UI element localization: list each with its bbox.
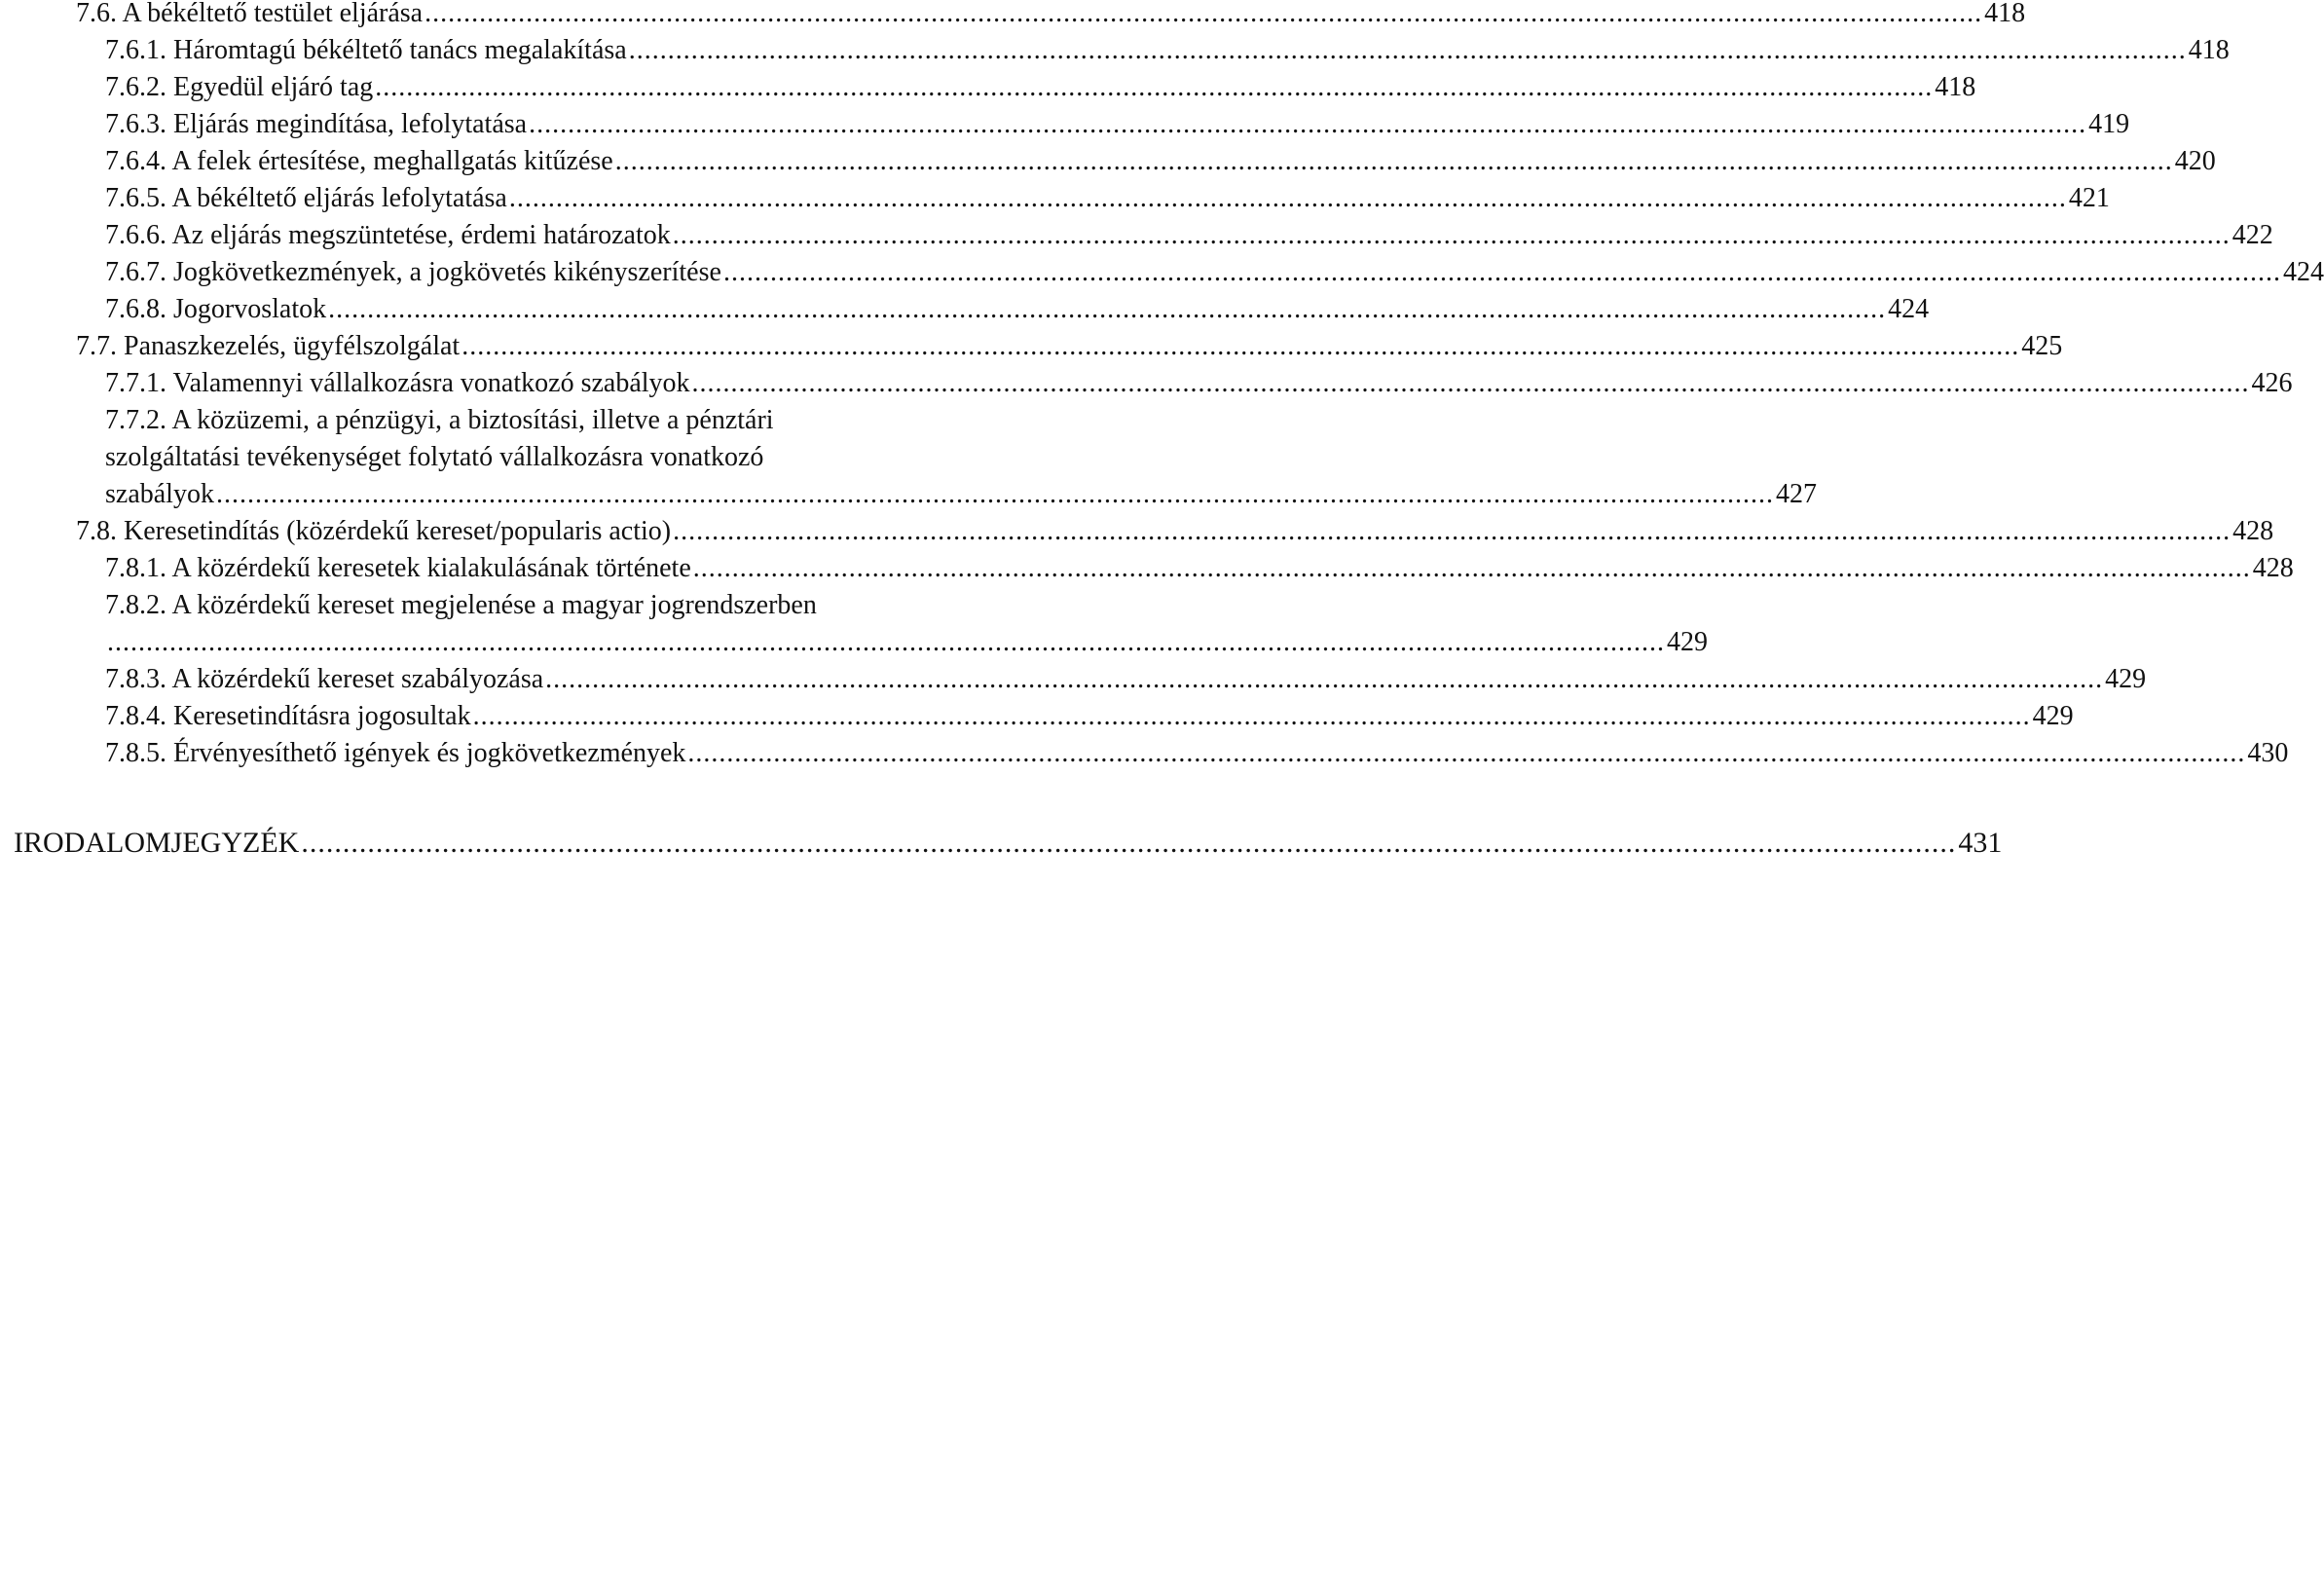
toc-entry-title: szabályok (105, 479, 214, 509)
toc-entry-title: 7.6.6. Az eljárás megszüntetése, érdemi határozatok (105, 220, 671, 250)
dot-leader: ........................................................................................................................................................................................................ (107, 627, 1665, 657)
toc-entry-title-line: 7.8.2. A közérdekű kereset megjelenése a magyar jogrendszerben (105, 590, 817, 620)
toc-entry-title: 7.6.5. A békéltető eljárás lefolytatása (105, 183, 507, 213)
dot-leader: ........................................................................................................................................................................................................ (328, 294, 1887, 324)
dot-leader: ........................................................................................................................................................................................................ (545, 664, 2104, 694)
toc-entry-page: 424 (2282, 257, 2324, 287)
dot-leader: ........................................................................................................................................................................................................ (301, 827, 1957, 859)
dot-leader: ........................................................................................................................................................................................................ (375, 72, 1934, 102)
toc-entry-page: 418 (1984, 0, 2026, 28)
dot-leader: ........................................................................................................................................................................................................ (691, 368, 2250, 398)
toc-entry-title: 7.8. Keresetindítás (közérdekű kereset/popularis actio) (76, 516, 672, 546)
toc-entry (105, 216, 2273, 255)
toc-entry-title: 7.6.3. Eljárás megindítása, lefolytatása (105, 109, 528, 139)
toc-entry (105, 142, 2216, 181)
dot-leader: ........................................................................................................................................................................................................ (722, 257, 2281, 287)
toc-entry-title: 7.6.1. Háromtagú békéltető tanács megalakítása (105, 35, 627, 65)
toc-entry-title: 7.7.1. Valamennyi vállalkozásra vonatkozó szabályok (105, 368, 690, 398)
toc-entry-page: 425 (2021, 331, 2063, 361)
dot-leader: ........................................................................................................................................................................................................ (614, 146, 2173, 176)
toc-entry-page: 418 (2188, 35, 2230, 65)
toc-entry (105, 105, 2130, 144)
dot-leader: ........................................................................................................................................................................................................ (529, 109, 2087, 139)
toc-entry-page: 424 (1888, 294, 1930, 324)
toc-entry (105, 68, 1976, 107)
toc-entry (105, 734, 2289, 773)
toc-entry-title-line: szolgáltatási tevékenységet folytató vállalkozásra vonatkozó (105, 442, 764, 472)
toc-entry-page: 427 (1775, 479, 1817, 509)
dot-leader: ........................................................................................................................................................................................................ (461, 331, 2020, 361)
toc-entry (105, 179, 2110, 218)
dot-leader: ........................................................................................................................................................................................................ (472, 701, 2031, 731)
toc-entry (76, 512, 2274, 551)
toc-entry-page: 428 (2252, 553, 2294, 583)
dot-leader: ........................................................................................................................................................................................................ (672, 220, 2231, 250)
dot-leader: ........................................................................................................................................................................................................ (628, 35, 2187, 65)
dot-leader: ........................................................................................................................................................................................................ (215, 479, 1774, 509)
toc-entry-title: 7.8.1. A közérdekű keresetek kialakulásának története (105, 553, 691, 583)
bibliography-page: 431 (1958, 827, 2003, 859)
toc-entry (105, 31, 2230, 70)
toc-entry-bibliography (14, 824, 2003, 863)
dot-leader: ........................................................................................................................................................................................................ (508, 183, 2067, 213)
toc-entry (105, 549, 2294, 588)
toc-entry (105, 475, 1817, 514)
bibliography-title: IRODALOMJEGYZÉK (14, 827, 300, 859)
toc-entry-title: 7.6.4. A felek értesítése, meghallgatás kitűzése (105, 146, 613, 176)
toc-entry-title: 7.6.2. Egyedül eljáró tag (105, 72, 374, 102)
toc-entry-page: 428 (2232, 516, 2274, 546)
toc-entry-page: 419 (2088, 109, 2130, 139)
toc-entry (76, 0, 2026, 33)
toc-entry-title-line: 7.7.2. A közüzemi, a pénzügyi, a biztosítási, illetve a pénztári (105, 405, 774, 435)
toc-entry-page: 420 (2174, 146, 2216, 176)
toc-entry (105, 623, 1708, 662)
dot-leader: ........................................................................................................................................................................................................ (424, 0, 1983, 28)
toc-entry (105, 364, 2293, 403)
toc-entry-page: 426 (2251, 368, 2293, 398)
toc-entry-page: 418 (1935, 72, 1976, 102)
toc-entry (76, 327, 2063, 366)
dot-leader: ........................................................................................................................................................................................................ (692, 553, 2251, 583)
toc-entry-title: 7.6. A békéltető testület eljárása (76, 0, 424, 28)
toc-entry-title: 7.7. Panaszkezelés, ügyfélszolgálat (76, 331, 461, 361)
toc-entry-title: 7.8.5. Érvényesíthető igények és jogkövetkezmények (105, 738, 686, 768)
toc-entry-title: 7.8.4. Keresetindításra jogosultak (105, 701, 471, 731)
dot-leader: ........................................................................................................................................................................................................ (687, 738, 2246, 768)
toc-entry-title: 7.8.3. A közérdekű kereset szabályozása (105, 664, 544, 694)
toc-entry-page: 429 (1667, 627, 1708, 657)
toc-entry-title: 7.6.8. Jogorvoslatok (105, 294, 327, 324)
toc-entry-page: 430 (2247, 738, 2289, 768)
toc-entry-page: 422 (2232, 220, 2273, 250)
toc-entry-title: 7.6.7. Jogkövetkezmények, a jogkövetés kikényszerítése (105, 257, 721, 287)
toc-entry-page: 421 (2068, 183, 2110, 213)
toc-entry (105, 697, 2074, 736)
toc-entry (105, 660, 2147, 699)
toc-entry-page: 429 (2032, 701, 2074, 731)
dot-leader: ........................................................................................................................................................................................................ (673, 516, 2232, 546)
toc-entry-page: 429 (2105, 664, 2147, 694)
toc-entry (105, 290, 1930, 329)
toc-entry (105, 253, 2324, 292)
